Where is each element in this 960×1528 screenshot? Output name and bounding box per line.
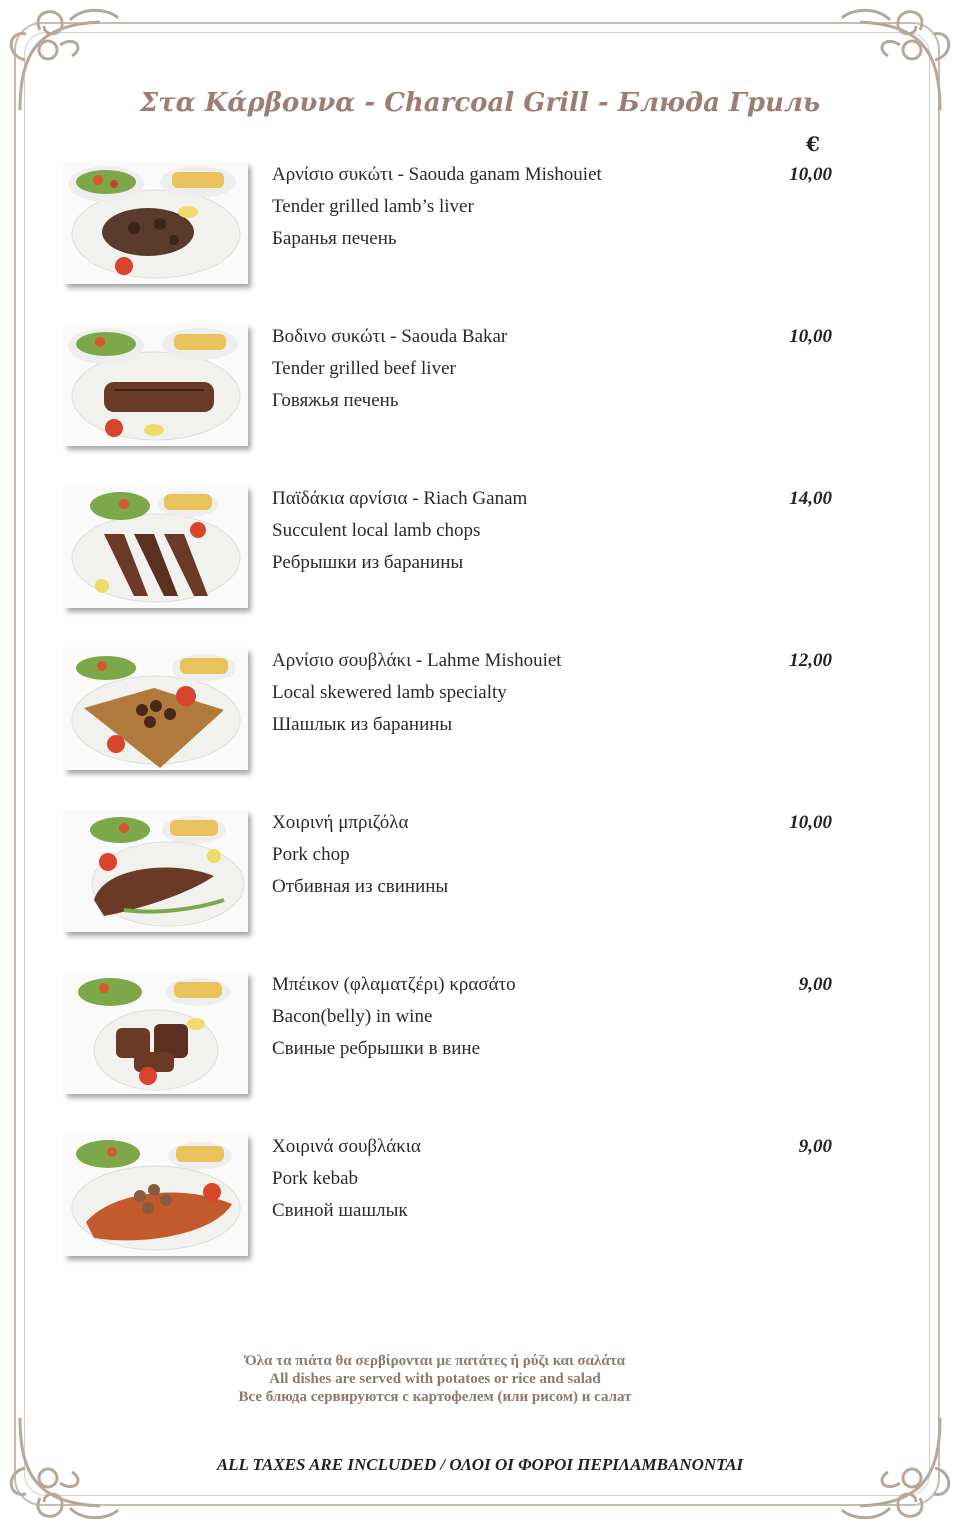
item-name-russian: Свиной шашлык — [272, 1200, 408, 1221]
menu-item — [64, 972, 844, 1102]
dish-photo — [64, 810, 248, 932]
item-name-greek: Βοδινο συκώτι - Saouda Bakar — [272, 326, 508, 347]
item-price: 10,00 — [789, 326, 832, 347]
menu-item — [64, 810, 844, 940]
dish-photo — [64, 1134, 248, 1256]
item-price: 9,00 — [798, 1136, 832, 1157]
item-price: 10,00 — [789, 164, 832, 185]
taxes-notice: ALL TAXES ARE INCLUDED / ΟΛΟΙ ΟΙ ΦΟΡΟΙ ΠΕΡΙΛΑΜΒΑΝΟΝΤΑΙ — [216, 1455, 744, 1474]
item-name-english: Pork kebab — [272, 1168, 359, 1189]
dish-photo — [64, 972, 248, 1094]
menu-item — [64, 324, 844, 454]
item-name-english: Succulent local lamb chops — [272, 520, 481, 541]
item-name-russian: Свиные ребрышки в вине — [272, 1038, 481, 1059]
menu-section-title: Στα Κάρβουνα - Charcoal Grill - Блюда Гриль — [139, 88, 821, 118]
dish-photo — [64, 648, 248, 770]
item-name-english: Tender grilled beef liver — [272, 358, 456, 379]
item-name-english: Bacon(belly) in wine — [272, 1006, 433, 1027]
item-name-greek: Παϊδάκια αρνίσια - Riach Ganam — [272, 488, 528, 509]
serving-note-greek: Όλα τα πιάτα θα σερβίρονται με πατάτες ή ρύζι και σαλάτα — [245, 1353, 625, 1369]
item-name-english: Tender grilled lamb’s liver — [272, 196, 474, 217]
item-name-russian: Баранья печень — [272, 228, 397, 249]
item-name-russian: Отбивная из свинины — [272, 876, 449, 897]
item-name-greek: Χοιρινά σουβλάκια — [272, 1136, 421, 1157]
item-price: 12,00 — [789, 650, 832, 671]
dish-photo — [64, 324, 248, 446]
currency-symbol: € — [806, 132, 820, 156]
item-name-greek: Μπέικον (φλαματζέρι) κρασάτο — [272, 974, 516, 995]
menu-item — [64, 486, 844, 616]
dish-photo — [64, 486, 248, 608]
item-name-russian: Говяжья печень — [272, 390, 399, 411]
item-price: 9,00 — [798, 974, 832, 995]
item-name-english: Pork chop — [272, 844, 350, 865]
item-name-greek: Χοιρινή μπριζόλα — [272, 812, 409, 833]
menu-item — [64, 1134, 844, 1264]
item-price: 14,00 — [789, 488, 832, 509]
item-name-greek: Αρνίσιο σουβλάκι - Lahme Mishouiet — [272, 650, 562, 671]
item-name-english: Local skewered lamb specialty — [272, 682, 507, 703]
menu-item — [64, 648, 844, 778]
item-name-russian: Ребрышки из баранины — [272, 552, 464, 573]
menu-item — [64, 162, 844, 292]
item-price: 10,00 — [789, 812, 832, 833]
dish-photo — [64, 162, 248, 284]
serving-note-english: All dishes are served with potatoes or rice and salad — [269, 1371, 601, 1387]
item-name-russian: Шашлык из баранины — [272, 714, 453, 735]
serving-note-russian: Все блюда сервируются с картофелем (или рисом) и салат — [238, 1389, 632, 1405]
item-name-greek: Αρνίσιο συκώτι - Saouda ganam Mishouiet — [272, 164, 602, 185]
